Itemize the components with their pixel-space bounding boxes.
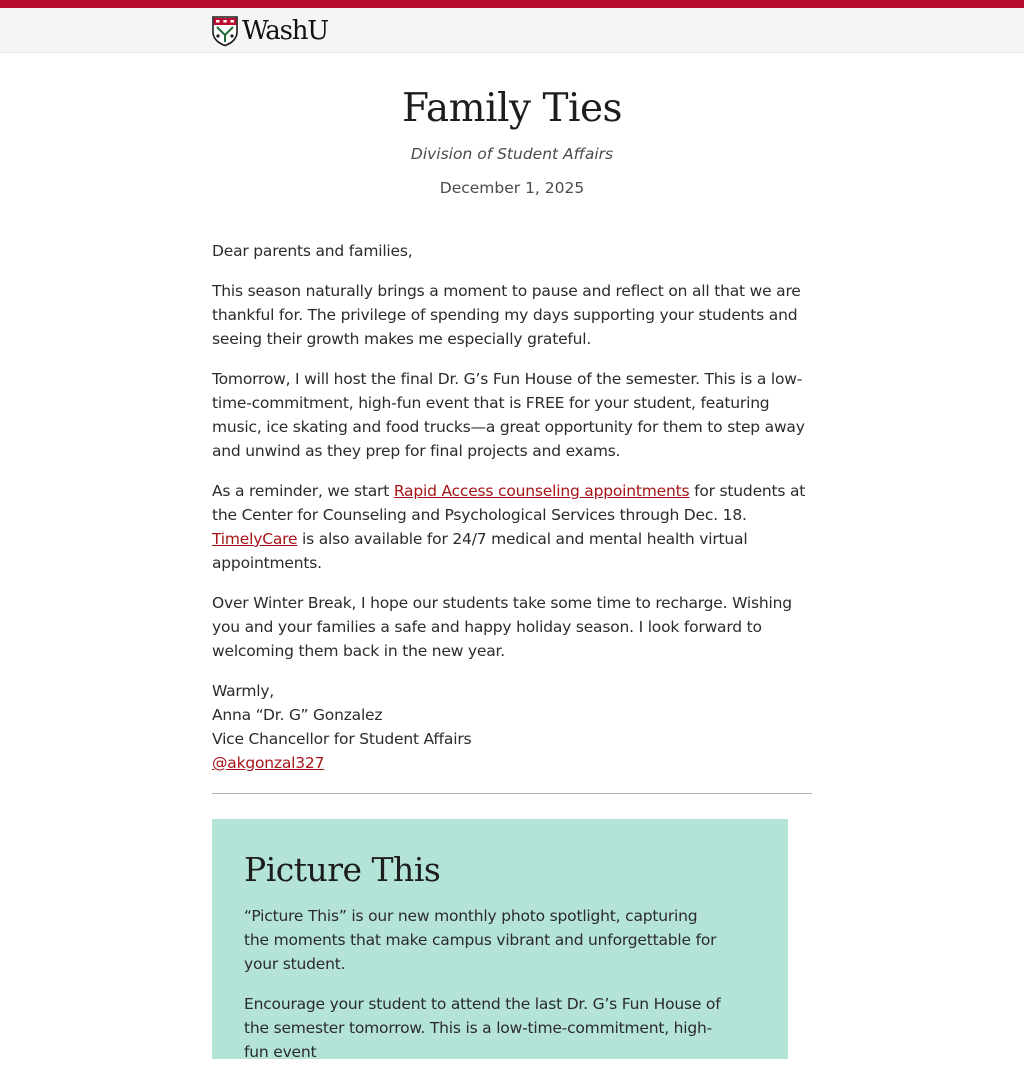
- signer-title: Vice Chancellor for Student Affairs: [212, 730, 472, 748]
- section-paragraph: Encourage your student to attend the last Dr. G’s Fun House of the semester tomorrow. This is a low-time-commitment, high-fun event: [244, 995, 721, 1061]
- newsletter-subtitle: Division of Student Affairs: [410, 145, 614, 163]
- section-paragraph: “Picture This” is our new monthly photo spotlight, capturing the moments that make campus vibrant and unforgettable for your student.: [244, 907, 717, 973]
- site-header: [0, 8, 1024, 53]
- letter-paragraph: Over Winter Break, I hope our students take some time to recharge. Wishing you and your families a safe and happy holiday season. I look forward to welcoming them back in the new year.: [212, 594, 792, 660]
- signer-name: Anna “Dr. G” Gonzalez: [212, 706, 383, 724]
- letter-body: [212, 239, 816, 775]
- signer-handle-link[interactable]: @akgonzal327: [212, 754, 325, 772]
- letter-paragraph: This season naturally brings a moment to pause and reflect on all that we are thankful for. The privilege of spending my days supporting your students and seeing their growth makes me especially grateful.: [212, 282, 801, 348]
- logo-wordmark: WashU: [242, 16, 328, 46]
- letter-paragraph-resources: [212, 479, 816, 575]
- text-span: for students at the Center for Counseling and Psychological Services through Dec. 18.: [212, 482, 806, 524]
- newsletter-title: Family Ties: [401, 86, 623, 131]
- picture-this-section: [212, 819, 788, 1059]
- signature-block: [212, 679, 816, 775]
- closing: Warmly,: [212, 682, 275, 700]
- timelycare-link[interactable]: TimelyCare: [212, 530, 298, 548]
- newsletter-date: December 1, 2025: [439, 179, 585, 197]
- washu-logo[interactable]: [212, 16, 328, 46]
- text-span: is also available for 24/7 medical and mental health virtual appointments.: [212, 530, 748, 572]
- text-span: As a reminder, we start: [212, 482, 394, 500]
- section-title: Picture This: [244, 850, 441, 889]
- section-divider: [212, 793, 812, 794]
- top-accent-bar: [0, 0, 1024, 8]
- section-body: [244, 904, 724, 1080]
- shield-crest-icon: [212, 16, 238, 46]
- rapid-access-link[interactable]: Rapid Access counseling appointments: [393, 482, 690, 500]
- letter-paragraph: Tomorrow, I will host the final Dr. G’s Fun House of the semester. This is a low-time-commitment, high-fun event that is FREE for your student, featuring music, ice skating and food trucks—a great opportunity for them to step away and unwind as they prep for final projects and exams.: [212, 370, 805, 460]
- letter-greeting: Dear parents and families,: [212, 242, 413, 260]
